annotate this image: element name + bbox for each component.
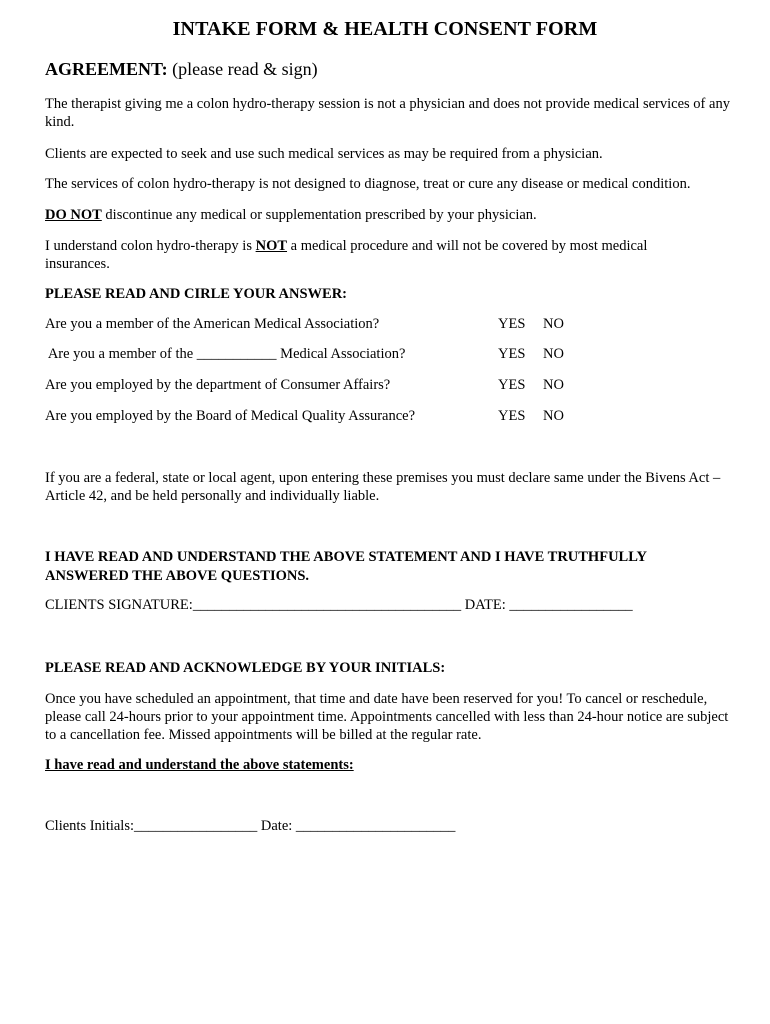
paragraph-do-not-discontinue bbox=[45, 206, 735, 224]
cancellation-policy: Once you have scheduled an appointment, that time and date have been reserved for you! To cancel or reschedule, please call 24-hours prior to your appointment time. Appointments cancelled with less than 24-hour notice are subject to a cancellation fee. Missed appointments will be billed at the regular rate. bbox=[45, 691, 729, 743]
not-medical-part-a: I understand colon hydro-therapy is bbox=[45, 238, 256, 254]
agreement-note: (please read & sign) bbox=[172, 59, 318, 79]
initials-date-field[interactable]: Clients Initials:_________________ Date: ______________________ bbox=[45, 818, 456, 834]
signature-date-field[interactable]: CLIENTS SIGNATURE:_____________________________________ DATE: _________________ bbox=[45, 597, 633, 613]
answer-yes[interactable]: YES bbox=[498, 408, 526, 424]
not-emphasis: NOT bbox=[255, 238, 288, 254]
do-not-rest: discontinue any medical or supplementation prescribed by your physician. bbox=[101, 207, 537, 223]
answer-yes[interactable]: YES bbox=[498, 346, 526, 362]
paragraph-seek-medical-services: Clients are expected to seek and use such medical services as may be required from a physician. bbox=[45, 146, 603, 162]
paragraph-not-designed-to-diagnose: The services of colon hydro-therapy is not designed to diagnose, treat or cure any disease or medical condition. bbox=[45, 176, 691, 192]
agreement-heading bbox=[45, 59, 318, 80]
answer-no[interactable]: NO bbox=[543, 316, 564, 332]
answer-yes[interactable]: YES bbox=[498, 316, 526, 332]
not-medical-part-b: a medical procedure and will not be covered by most medical insurances. bbox=[45, 238, 648, 272]
question-text: Are you employed by the department of Consumer Affairs? bbox=[45, 377, 391, 393]
statement-heading: I HAVE READ AND UNDERSTAND THE ABOVE STATEMENT AND I HAVE TRUTHFULLY ANSWERED THE ABOVE QUESTIONS. bbox=[45, 549, 647, 584]
agreement-label: AGREEMENT: bbox=[45, 59, 168, 79]
acknowledge-statement: I have read and understand the above statements: bbox=[45, 757, 354, 773]
form-title: INTAKE FORM & HEALTH CONSENT FORM bbox=[172, 18, 598, 40]
paragraph-not-medical-procedure bbox=[45, 237, 685, 273]
paragraph-therapist-not-physician: The therapist giving me a colon hydro-therapy session is not a physician and does not provide medical services of any kind. bbox=[45, 96, 730, 130]
questions-heading: PLEASE READ AND CIRLE YOUR ANSWER: bbox=[45, 286, 347, 302]
agent-notice: If you are a federal, state or local agent, upon entering these premises you must declare same under the Bivens Act – Article 42, and be held personally and individually liable. bbox=[45, 470, 721, 504]
answer-no[interactable]: NO bbox=[543, 408, 564, 424]
initials-heading: PLEASE READ AND ACKNOWLEDGE BY YOUR INITIALS: bbox=[45, 660, 446, 676]
answer-yes[interactable]: YES bbox=[498, 377, 526, 393]
question-text: Are you employed by the Board of Medical Quality Assurance? bbox=[45, 408, 416, 424]
question-text: Are you a member of the American Medical Association? bbox=[45, 316, 380, 332]
do-not-emphasis: DO NOT bbox=[45, 207, 102, 223]
answer-no[interactable]: NO bbox=[543, 346, 564, 362]
question-text: Are you a member of the ___________ Medical Association? bbox=[45, 346, 406, 362]
answer-no[interactable]: NO bbox=[543, 377, 564, 393]
